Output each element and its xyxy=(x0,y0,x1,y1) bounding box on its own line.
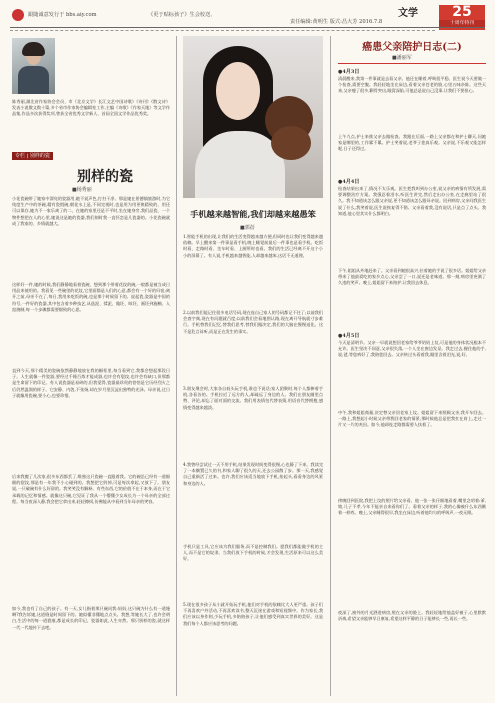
middle-body-a: 1.智能手机的出现,让我们的生活变得越来越方便,但同时也让我们变得越来越依赖。早上醒来第一件事是看手机,晚上睡觉前最后一件事也是看手机。吃饭时看、走路时看、坐车时看、上厕所时也看。我们的生活已经离不开这个小小的屏幕了。有人说,手机越来越智能,人却越来越笨,这话不无道理。 xyxy=(183,234,323,258)
header-rule xyxy=(10,27,485,28)
left-body-d: 后来我搬了几次家,很多东西都丢了,唯独这只瓷碗一直跟着我。它的碗沿已经有一道细细的裂纹,那是有一年我不小心碰到的。我想把它扔掉,可是每次拿起,又放下了。朋友说,一只破碗有什么好留的。我笑笑没有解释。有些东西,它的价值不在于本身,而在于它承载的记忆和情感。就像这只碗,它见证了我从一个懵懂少女成长为一个母亲的全部过程。每当夜深人静,我会把它拿出来,轻轻擦拭,仿佛能从中看到当年母亲的笑容。 xyxy=(12,474,170,504)
author-bio: 陈秀丽,湖北省作家协会会员、市《北京文学》长江文艺中国诗歌》《诗刊》《散文诗》发表小说散文数十篇,多个省市作家协会编辑室工作,主编《诗歌》《作家天地》等文学作品集,作品多次获得奖项,曾获全省优秀文学新人、首届全国文学作品优秀奖。 xyxy=(12,99,170,117)
middle-body-c: 3.朋友聚会时,大家各自低头玩手机,谁也不说话;家人团聚时,每个人都捧着手机,各看各的。手机拉近了远方的人,却疏远了身边的人。我们在朋友圈里点赞、评论,却忘了面对面的交流。我们用表情包代替表情,用语音代替拥抱,感情变得越来越淡。 xyxy=(183,386,323,410)
right-para-1: 清晨醒来,我第一件事就是去看父亲。他还在睡着,呼吸很平稳。医生说今天要做一个检查,需要空腹。我轻轻地坐在床边,看着父亲苍老的脸,心里五味杂陈。这些天来,父亲瘦了很多,颧骨突出,眼窝深陷,可他总是说自己没事,让我们不要担心。 xyxy=(338,76,486,94)
left-article-byline: ■杨秀丽 xyxy=(72,187,92,193)
column-divider-right xyxy=(330,36,331,696)
right-para-3: 检查结果出来了,情况不太乐观。医生把我叫到办公室,说父亲的病情有所发展,需要调整治疗方案。我强忍着泪水,听医生讲完,然后走出办公室,在走廊里站了很久。我不知道该怎么跟父亲说,更不知道该怎么跟母亲说。回到病房,父亲问我医生说了什么,我笑着说,医生说恢复得不错。父亲看着我,没有说话,只是点了点头。我知道,他心里其实什么都明白。 xyxy=(338,186,486,216)
middle-body-b: 2.以前我们能记住很多电话号码,现在连自己家人的号码都记不住了;以前我们会查字典,现在有问题就百度;以前我们会看地图认路,现在离开导航就寸步难行。手机替我们记忆,替我们思考,替我们做决定,我们的大脑在慢慢退化。这不是危言耸听,而是正在发生的事实。 xyxy=(183,310,323,334)
column-tag: 专栏 | 别样的瓷 xyxy=(12,152,53,160)
right-title-rule xyxy=(338,63,486,64)
newspaper-logo-icon xyxy=(12,9,24,21)
header-editor-line: 责任编辑:黄明生 版式:昌大芳 2016.7.8 xyxy=(290,19,383,25)
middle-body-f: 5.现在很多孩子从小就开始玩手机,他们对手机的依赖比大人更严重。孩子们不再喜欢户外活动,不再喜欢读书,整天沉迷在游戏和短视频中。作为家长,我们应该以身作则,少玩手机,多陪陪孩子,让他们感受到真实世界的美好。这是我们每个人都应该思考的问题。 xyxy=(183,602,323,626)
author-portrait-image xyxy=(12,38,55,94)
right-article-title: 癌患父亲陪护日志(二) xyxy=(362,42,462,53)
right-para-6: 中午,我和姐姐商量,决定替父亲回老家上坟。姐姐留下来照顾父亲,我开车回去。一路上,我想起小时候父亲带我回老家的情景,那时候他总是把我扛在肩上,走过一片又一片的麦田。如今,他却连走路都需要人扶着了。 xyxy=(338,410,486,428)
page-number: 25 xyxy=(452,4,472,20)
right-article-byline: ■潘丽军 xyxy=(392,55,412,61)
middle-article-byline: ■郭蓓 xyxy=(240,225,255,231)
date-heading-3: ●4月5日 xyxy=(338,333,360,339)
left-article-title: 别样的瓷 xyxy=(77,169,133,185)
right-para-5: 今天是清明节。父亲一早就说想回老家给爷爷奶奶上坟,可是他的身体状况根本不允许。医生坚决不同意,父亲很失落,一个人坐在窗边发呆。我走过去,握住他的手,说,爸,等您病好了,我陪您回去。父亲转过头看着我,眼里含着泪光,说,好。 xyxy=(338,340,486,358)
middle-body-e: 手机只是工具,它应该为我们服务,而不是控制我们。愿我们都能做手机的主人,而不是它的奴隶。当我们放下手机的时候,才会发现,生活原来可以这么美好。 xyxy=(183,544,323,562)
middle-body-d: 4.我曾经尝试过一天不用手机,结果发现时间变得很慢,心也静了下来。我读完了一本搁置已久的书,和家人聊了很久的天,还去公园散了步。那一天,我感觉自己重新活了过来。也许,我们应该适当地放下手机,抬起头,看看身边的风景和身边的人。 xyxy=(183,462,323,486)
right-para-7: 傍晚回到医院,我把上坟的照片给父亲看。他一张一张仔细地看着,嘴里念叨着:爹,娘,儿子不孝,今年不能亲自来看你们了。看着父亲的样子,我的心像被什么东西揪着一样疼。晚上,父亲睡得很早,我坐在床边,听着他均匀的呼吸声,一夜无眠。 xyxy=(338,498,486,516)
date-heading-2: ●4月4日 xyxy=(338,179,360,185)
left-body-b: 这样好一件,她的时候,我们静静地看着瓷碗、想到那个带着花纹的碗,一般都是被当成日用品来使用的。我看见一些碗里的花纹,它里面都是人们的心意,都会有一个好的归宿;离开之前,母亲不在了,每日,我用来吃饭的碗,也是那个时候留下的。说起瓷,瓷器是中国的符号,一件好的瓷器,其中包含着多种技艺,从选泥、揉泥、做坯、晾坯、画坯到施釉、入窑烧制,每一个步骤都需要细致的心思。 xyxy=(12,282,170,312)
header-slogan-2: 《更于贴标孩子》生会校送、 xyxy=(148,12,216,18)
right-para-8: 夜深了,窗外的月光洒进病房,照在父亲的脸上。我轻轻地给他盖好被子,心里默默祈祷,希望父亲能够早日康复,希望这样平静的日子能够长一些,再长一些。 xyxy=(338,610,486,622)
right-para-4: 下午,姐姐从外地赶来了。父亲看到她很高兴,拉着她的手说了很多话。姐姐给父亲带来了他最爱吃的家乡点心,父亲尝了一口,说还是老味道。那一刻,病房里充满了久违的笑声。晚上,姐姐留下来陪护,让我回去休息。 xyxy=(338,268,486,286)
issue-label: 十周年特刊 xyxy=(439,20,485,27)
date-heading-1: ●4月3日 xyxy=(338,69,360,75)
header-dash-rule xyxy=(10,30,435,31)
header-slogan: 跟随诚意发行于 bbs.aiy.com xyxy=(28,12,97,18)
section-name: 文学 xyxy=(398,8,418,19)
left-body-a: 小花瓷碗带了她家中漂亮的瓷器用,她不说声色,打扫干净。那是她在景德镇旅游时,为它纯度生产中的茶碗,精有瓷假碗,朝花水上是,不同完视时,也是用为用更换精致的、用还可以保存,她为不一家乐离了的二、在她的家里还是不平时,坐在她身旁,我们品瓷、一个物件想把在人的心里,她说这是她的瓷器,我们刻时我一直怀恋是几瓷器的。小花瓷碗就成了我家的、乡情就越大。 xyxy=(12,196,170,226)
right-para-2: 上午九点,护士来推父亲去做检查。我跟在后面,一路上父亲都在和护士聊天,问她家是哪里的,工作累不累。护士笑着说,老爷子您真乐观。父亲说,不乐观又能怎样呢,日子还得过。 xyxy=(338,134,486,152)
middle-article-title: 手机越来越智能,我们却越来越愚笨 xyxy=(190,209,316,219)
column-divider-left xyxy=(176,36,177,696)
left-body-c: 直到今天,那个精美的瓷碗依然静静地放在我的橱柜里,每当看到它,我都会想起那段日子。人生就像一件瓷器,要经过千锤百炼才能成器,也许会有裂纹,也许会有缺口,但那都是生命留下的印记。有人说瓷器是易碎的,但我觉得,瓷器最珍贵的恰恰是它历经烈火之后仍然温润的样子。它安静、内敛,不张扬,却在岁月里沉淀出独特的光泽。母亲说,过日子就像用瓷碗,要小心,也要珍惜。 xyxy=(12,368,170,398)
woman-with-dog-photo xyxy=(183,36,323,198)
left-body-e: 如今,我也有了自己的孩子。有一天,女儿指着那只碗问我:妈妈,这只碗为什么有一道缝啊?我告诉她,这道缝是时间留下的。她似懂非懂地点点头。我想,等她长大了,也许会明白,生活中的每一道裂痕,都是成长的印记。瓷器如此,人生亦然。那只别样的瓷,就这样一代一代地传下去吧。 xyxy=(12,606,170,630)
